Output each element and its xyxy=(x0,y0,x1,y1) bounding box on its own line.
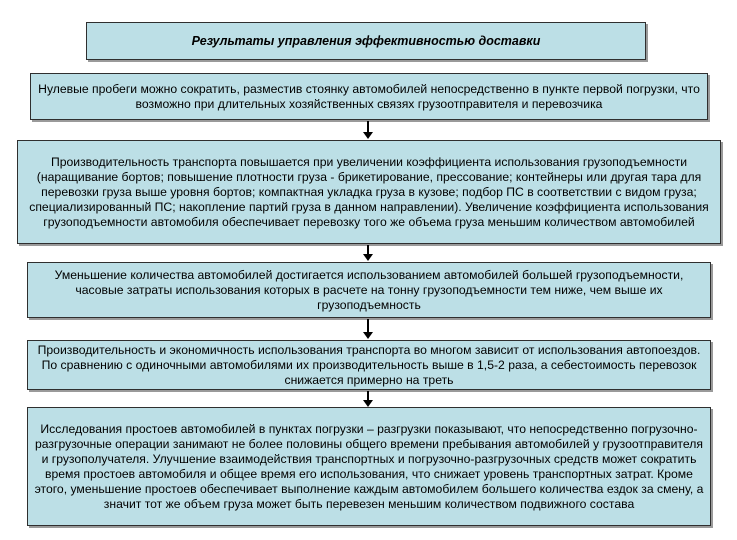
diagram-title xyxy=(86,22,646,60)
block-empty-runs-text: Нулевые пробеги можно сократить, разместив стоянку автомобилей непосредственно в пункте первой погрузки, что возможно при длительных хозяйственных связях грузоотправителя и перевозчика xyxy=(38,81,700,111)
block-empty-runs xyxy=(30,73,708,120)
block-downtime-research-text: Исследования простоев автомобилей в пунктах погрузки – разгрузки показывают, что непосредственно погрузочно-разгрузочные операции занимают не более половины общего времени пребывания автомобилей у грузоотправителя и грузополучателя. Улучшение взаимодействия транспортных и погрузочно-разгрузочных средств может сократить время простоев автомобиля и общее время его использования, что снижает уровень транспортных затрат. Кроме этого, уменьшение простоев обеспечивает выполнение каждым автомобилем большего количества ездок за смену, а значит тот же объем груза может быть перевезен меньшим количеством подвижного состава xyxy=(34,421,704,511)
arrow-4 xyxy=(367,391,369,401)
block-fewer-vehicles xyxy=(27,262,711,318)
block-downtime-research xyxy=(27,407,711,526)
block-road-trains-text: Производительность и экономичность использования транспорта во многом зависит от использования автопоездов. По сравнению с одиночными автомобилями их производительность выше в 1,5-2 раза, а себестоимость перевозок снижается примерно на треть xyxy=(37,342,701,387)
diagram-title-text: Результаты управления эффективностью доставки xyxy=(191,33,541,48)
arrow-1 xyxy=(367,121,369,133)
block-capacity-utilization-text: Производительность транспорта повышается при увеличении коэффициента использования грузоподъемности (наращивание бортов; повышение плотности груза - брикетирование, прессование; контейнеры или другая тара для перевозки груза выше уровня бортов; компактная укладка груза в кузове; подбор ПС в соответствии с видом груза; специализированный ПС; накопление партий груза в данном направлении). Увеличение коэффициента использования грузоподъемности автомобиля обеспечивает перевозку того же объема груза меньшим количеством автомобилей xyxy=(29,154,709,229)
block-road-trains xyxy=(27,340,711,390)
block-fewer-vehicles-text: Уменьшение количества автомобилей достигается использованием автомобилей большей грузоподъемности, часовые затраты использования которых в расчете на тонну грузоподъемности тем ниже, чем выше их грузоподъемность xyxy=(54,267,684,312)
block-capacity-utilization xyxy=(17,140,721,244)
arrow-2 xyxy=(367,245,369,255)
arrow-3 xyxy=(367,319,369,333)
